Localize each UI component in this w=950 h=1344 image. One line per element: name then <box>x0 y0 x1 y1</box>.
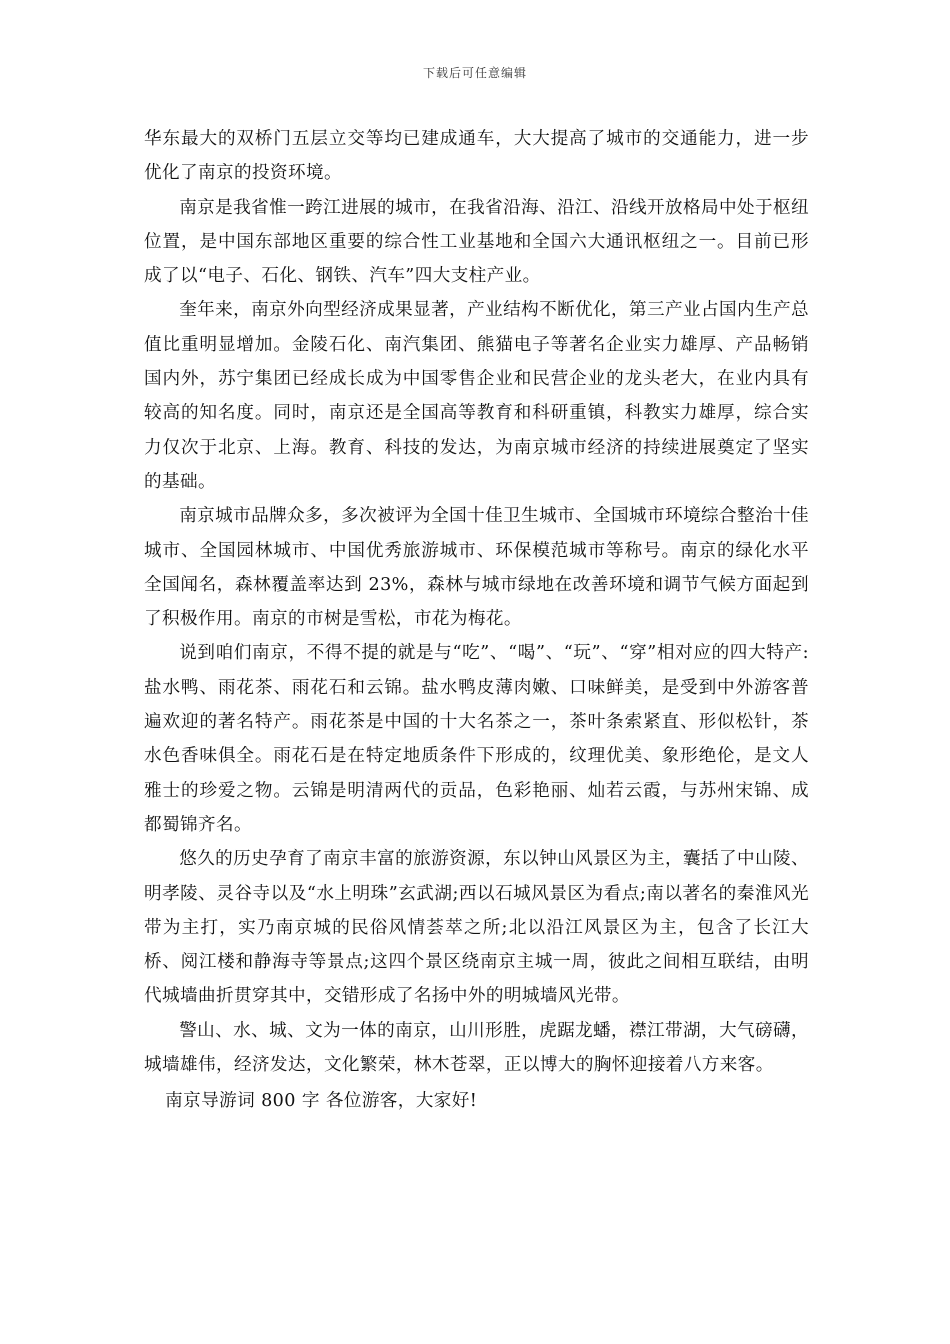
paragraph-1: 华东最大的双桥门五层立交等均已建成通车，大大提高了城市的交通能力，进一步优化了南京的投资环境。 <box>144 129 809 184</box>
page-header-note: 下载后可任意编辑 <box>422 66 527 80</box>
paragraph-3: 奎年来，南京外向型经济成果显著，产业结构不断优化，第三产业占国内生产总值比重明显增加。金陵石化、南汽集团、熊猫电子等著名企业实力雄厚、产品畅销国内外，苏宁集团已经成长成为中国零售企业和民营企业的龙头老大，在业内具有较高的知名度。同时，南京还是全国高等教育和科研重镇，科教实力雄厚，综合实力仅次于北京、上海。教育、科技的发达，为南京城市经济的持续进展奠定了坚实的基础。 <box>144 300 809 492</box>
document-body <box>144 122 809 1119</box>
paragraph-7: 警山、水、城、文为一体的南京，山川形胜，虎踞龙蟠，襟江带湖，大气磅礴，城墙雄伟，经济发达，文化繁荣，林木苍翠，正以博大的胸怀迎接着八方来客。 <box>144 1020 809 1076</box>
paragraph-5: 说到咱们南京，不得不提的就是与“吃”、“喝”、“玩”、“穿”相对应的四大特产:盐水鸭、雨花茶、雨花石和云锦。盐水鸭皮薄肉嫩、口味鲜美，是受到中外游客普遍欢迎的著名特产。雨花茶是中国的十大名茶之一，茶叶条索紧直、形似松针，茶水色香味俱全。雨花石是在特定地质条件下形成的，纹理优美、象形绝伦，是文人雅士的珍爱之物。云锦是明清两代的贡品，色彩艳丽、灿若云霞，与苏州宋锦、成都蜀锦齐名。 <box>144 643 809 835</box>
paragraph-2: 南京是我省惟一跨江进展的城市，在我省沿海、沿江、沿线开放格局中处于枢纽位置，是中国东部地区重要的综合性工业基地和全国六大通讯枢纽之一。目前已形成了以“电子、石化、钢铁、汽车”四大支柱产业。 <box>144 197 809 287</box>
paragraph-4: 南京城市品牌众多，多次被评为全国十佳卫生城市、全国城市环境综合整治十佳城市、全国园林城市、中国优秀旅游城市、环保模范城市等称号。南京的绿化水平全国闻名，森林覆盖率达到 23%，森林与城市绿地在改善环境和调节气候方面起到了积极作用。南京的市树是雪松，市花为梅花。 <box>144 506 809 630</box>
section-title-line: 南京导游词 800 字 各位游客，大家好! <box>165 1091 478 1112</box>
paragraph-6: 悠久的历史孕育了南京丰富的旅游资源，东以钟山风景区为主，囊括了中山陵、明孝陵、灵谷寺以及“水上明珠”玄武湖;西以石城风景区为看点;南以著名的秦淮风光带为主打，实乃南京城的民俗风情荟萃之所;北以沿江风景区为主，包含了长江大桥、阅江楼和静海寺等景点;这四个景区绕南京主城一周，彼此之间相互联结，由明代城墙曲折贯穿其中，交错形成了名扬中外的明城墙风光带。 <box>144 849 809 1007</box>
